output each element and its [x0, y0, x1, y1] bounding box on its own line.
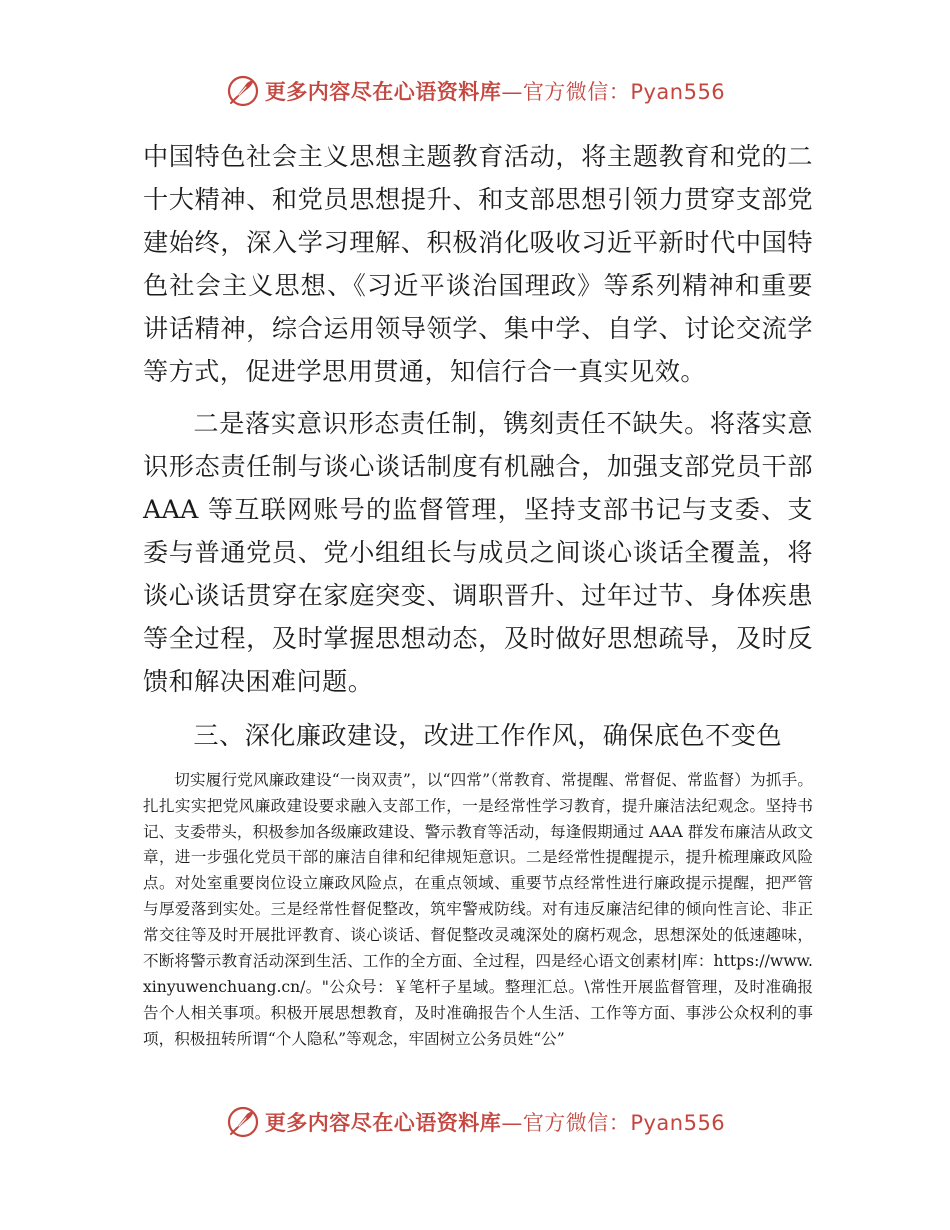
paragraph-1: 中国特色社会主义思想主题教育活动，将主题教育和党的二十大精神、和党员思想提升、和支部思想引领力贯穿支部党建始终，深入学习理解、积极消化吸收习近平新时代中国特色社会主义思想、《习近平谈治国理政》等系列精神和重要讲话精神，综合运用领导领学、集中学、自学、讨论交流学等方式，促进学思用贯通，知信行合一真实见效。 — [143, 142, 813, 386]
quill-pen-icon — [225, 1104, 261, 1140]
banner-main-text: 更多内容尽在心语资料库 — [264, 80, 502, 104]
banner-wechat-id: Pyan556 — [630, 1111, 726, 1135]
section-heading-3: 三、深化廉政建设，改进工作作风，确保底色不变色 — [193, 720, 782, 750]
banner-separator: — — [501, 80, 523, 104]
quill-pen-icon — [225, 73, 261, 109]
paragraph-3: 切实履行党风廉政建设“一岗双责”，以“四常”（常教育、常提醒、常督促、常监督）为抓手。扎扎实实把党风廉政建设要求融入支部工作，一是经常性学习教育，提升廉洁法纪观念。坚持书记、支委带头，积极参加各级廉政建设、警示教育等活动，每逢假期通过 AAA 群发布廉洁从政文章，进一步强化党员干部的廉洁自律和纪律规矩意识。二是经常性提醒提示，提升梳理廉政风险点。对处室重要岗位设立廉政风险点，在重点领域、重要节点经常性进行廉政提示提醒，把严管与厚爱落到实处。三是经常性督促整改，筑牢警戒防线。对有违反廉洁纪律的倾向性言论、非正常交往等及时开展批评教育、谈心谈话、督促整改灵魂深处的腐朽观念，思想深处的低速趣味，不断将警示教育活动深到生活、工作的全方面、全过程，四是经心语文创素材|库：https://www.xinyuwenchuang.cn/。"公众号：￥笔杆子星域。整理汇总。\常性开展监督管理，及时准确报告个人相关事项。积极开展思想教育，及时准确报告个人生活、工作等方面、事涉公众权利的事项，积极扭转所谓“个人隐私”等观念，牢固树立公务员姓“公” — [143, 770, 813, 1048]
banner-separator: — — [501, 1111, 523, 1135]
paragraph-2: 二是落实意识形态责任制，镌刻责任不缺失。将落实意识形态责任制与谈心谈话制度有机融合，加强支部党员干部 AAA 等互联网账号的监督管理，坚持支部书记与支委、支委与普通党员、党小组组长与成员之间谈心谈话全覆盖，将谈心谈话贯穿在家庭突变、调职晋升、过年过节、身体疾患等全过程，及时掌握思想动态，及时做好思想疏导，及时反馈和解决困难问题。 — [143, 409, 813, 696]
banner-wechat-label: 官方微信： — [522, 1111, 631, 1135]
banner-wechat-label: 官方微信： — [522, 80, 631, 104]
banner-main-text: 更多内容尽在心语资料库 — [264, 1111, 502, 1135]
header-watermark-banner — [0, 71, 950, 111]
document-body — [143, 136, 813, 1053]
banner-text — [265, 1107, 725, 1137]
footer-watermark-banner — [0, 1102, 950, 1142]
banner-wechat-id: Pyan556 — [630, 80, 726, 104]
banner-text — [265, 76, 725, 106]
